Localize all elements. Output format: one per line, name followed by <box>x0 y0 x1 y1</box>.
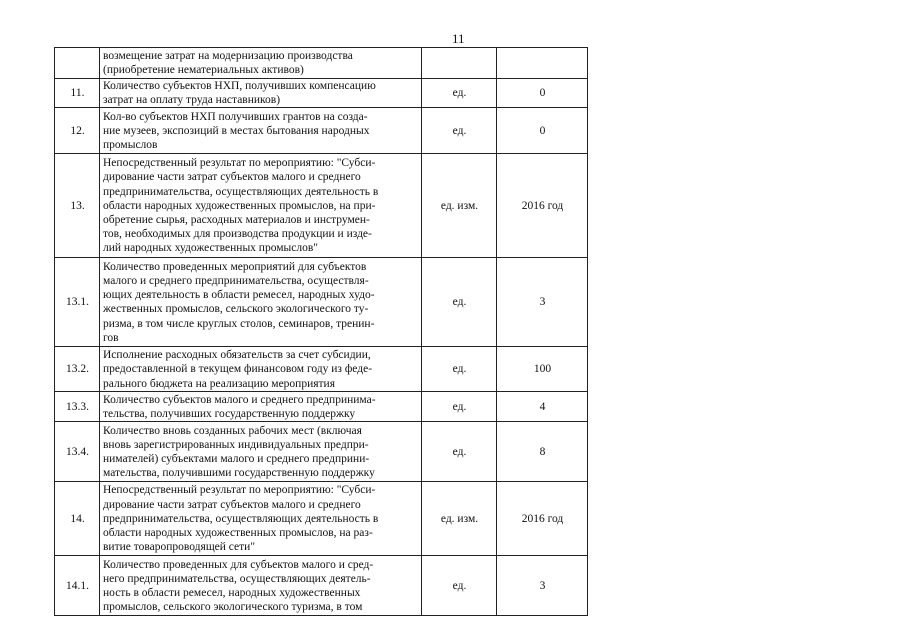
row-description: Количество субъектов малого и среднего предпринима- тельства, получивших государственную поддержку <box>100 392 422 422</box>
row-number: 14.1. <box>55 556 100 616</box>
row-value: 100 <box>497 347 588 392</box>
table-row <box>55 482 588 556</box>
table-row <box>55 556 588 616</box>
row-number: 13. <box>55 154 100 258</box>
row-number: 12. <box>55 108 100 154</box>
table-row <box>55 108 588 154</box>
row-number: 13.2. <box>55 347 100 392</box>
row-number: 14. <box>55 482 100 556</box>
row-unit: ед. изм. <box>422 154 497 258</box>
row-value: 2016 год <box>497 154 588 258</box>
row-description: Количество субъектов НХП, получивших компенсацию затрат на оплату труда наставников) <box>100 79 422 108</box>
table-row <box>55 392 588 422</box>
row-value: 0 <box>497 108 588 154</box>
table-row <box>55 48 588 79</box>
table-row <box>55 79 588 108</box>
row-description: Количество проведенных мероприятий для субъектов малого и среднего предпринимательства, осуществля- ющих деятельность в области ремесел, народных худо- жественных промыслов, сельского экологического ту- ризма, в том числе круглых столов, семинаров, тренин- гов <box>100 258 422 347</box>
row-value: 0 <box>497 79 588 108</box>
row-description: возмещение затрат на модернизацию производства (приобретение нематериальных активов) <box>100 48 422 79</box>
row-number: 13.4. <box>55 422 100 482</box>
row-number: 13.1. <box>55 258 100 347</box>
row-description: Непосредственный результат по мероприятию: "Субси- дирование части затрат субъектов малого и среднего предпринимательства, осуществляющих деятельность в области народных художественных промыслов, на раз- витие товаропроводящей сети" <box>100 482 422 556</box>
table-row <box>55 347 588 392</box>
row-unit <box>422 48 497 79</box>
row-description: Кол-во субъектов НХП получивших грантов на созда- ние музеев, экспозиций в местах бытования народных промыслов <box>100 108 422 154</box>
indicators-table <box>54 47 588 616</box>
row-value: 3 <box>497 556 588 616</box>
table-row <box>55 422 588 482</box>
row-number: 13.3. <box>55 392 100 422</box>
row-value <box>497 48 588 79</box>
row-value: 4 <box>497 392 588 422</box>
row-unit: ед. <box>422 258 497 347</box>
row-unit: ед. <box>422 556 497 616</box>
row-number <box>55 48 100 79</box>
row-unit: ед. <box>422 347 497 392</box>
row-number: 11. <box>55 79 100 108</box>
row-unit: ед. изм. <box>422 482 497 556</box>
row-unit: ед. <box>422 392 497 422</box>
row-description: Исполнение расходных обязательств за счет субсидии, предоставленной в текущем финансовом году из феде- рального бюджета на реализацию мероприятия <box>100 347 422 392</box>
table-row <box>55 258 588 347</box>
row-value: 2016 год <box>497 482 588 556</box>
row-unit: ед. <box>422 422 497 482</box>
row-unit: ед. <box>422 79 497 108</box>
row-description: Количество вновь созданных рабочих мест (включая вновь зарегистрированных индивидуальных предпри- нимателей) субъектами малого и среднего предприни- мательства, получившими государственную поддержку <box>100 422 422 482</box>
table-row <box>55 154 588 258</box>
row-value: 3 <box>497 258 588 347</box>
row-description: Количество проведенных для субъектов малого и сред- него предпринимательства, осуществляющих деятель- ность в области ремесел, народных художественных промыслов, сельского экологического туризма, в том <box>100 556 422 616</box>
row-value: 8 <box>497 422 588 482</box>
row-unit: ед. <box>422 108 497 154</box>
row-description: Непосредственный результат по мероприятию: "Субси- дирование части затрат субъектов малого и среднего предпринимательства, осуществляющих деятельность в области народных художественных промыслов, на при- обретение сырья, расходных материалов и инструмен- тов, необходимых для производства продукции и изде- лий народных художественных промыслов" <box>100 154 422 258</box>
page-number: 11 <box>452 31 465 46</box>
